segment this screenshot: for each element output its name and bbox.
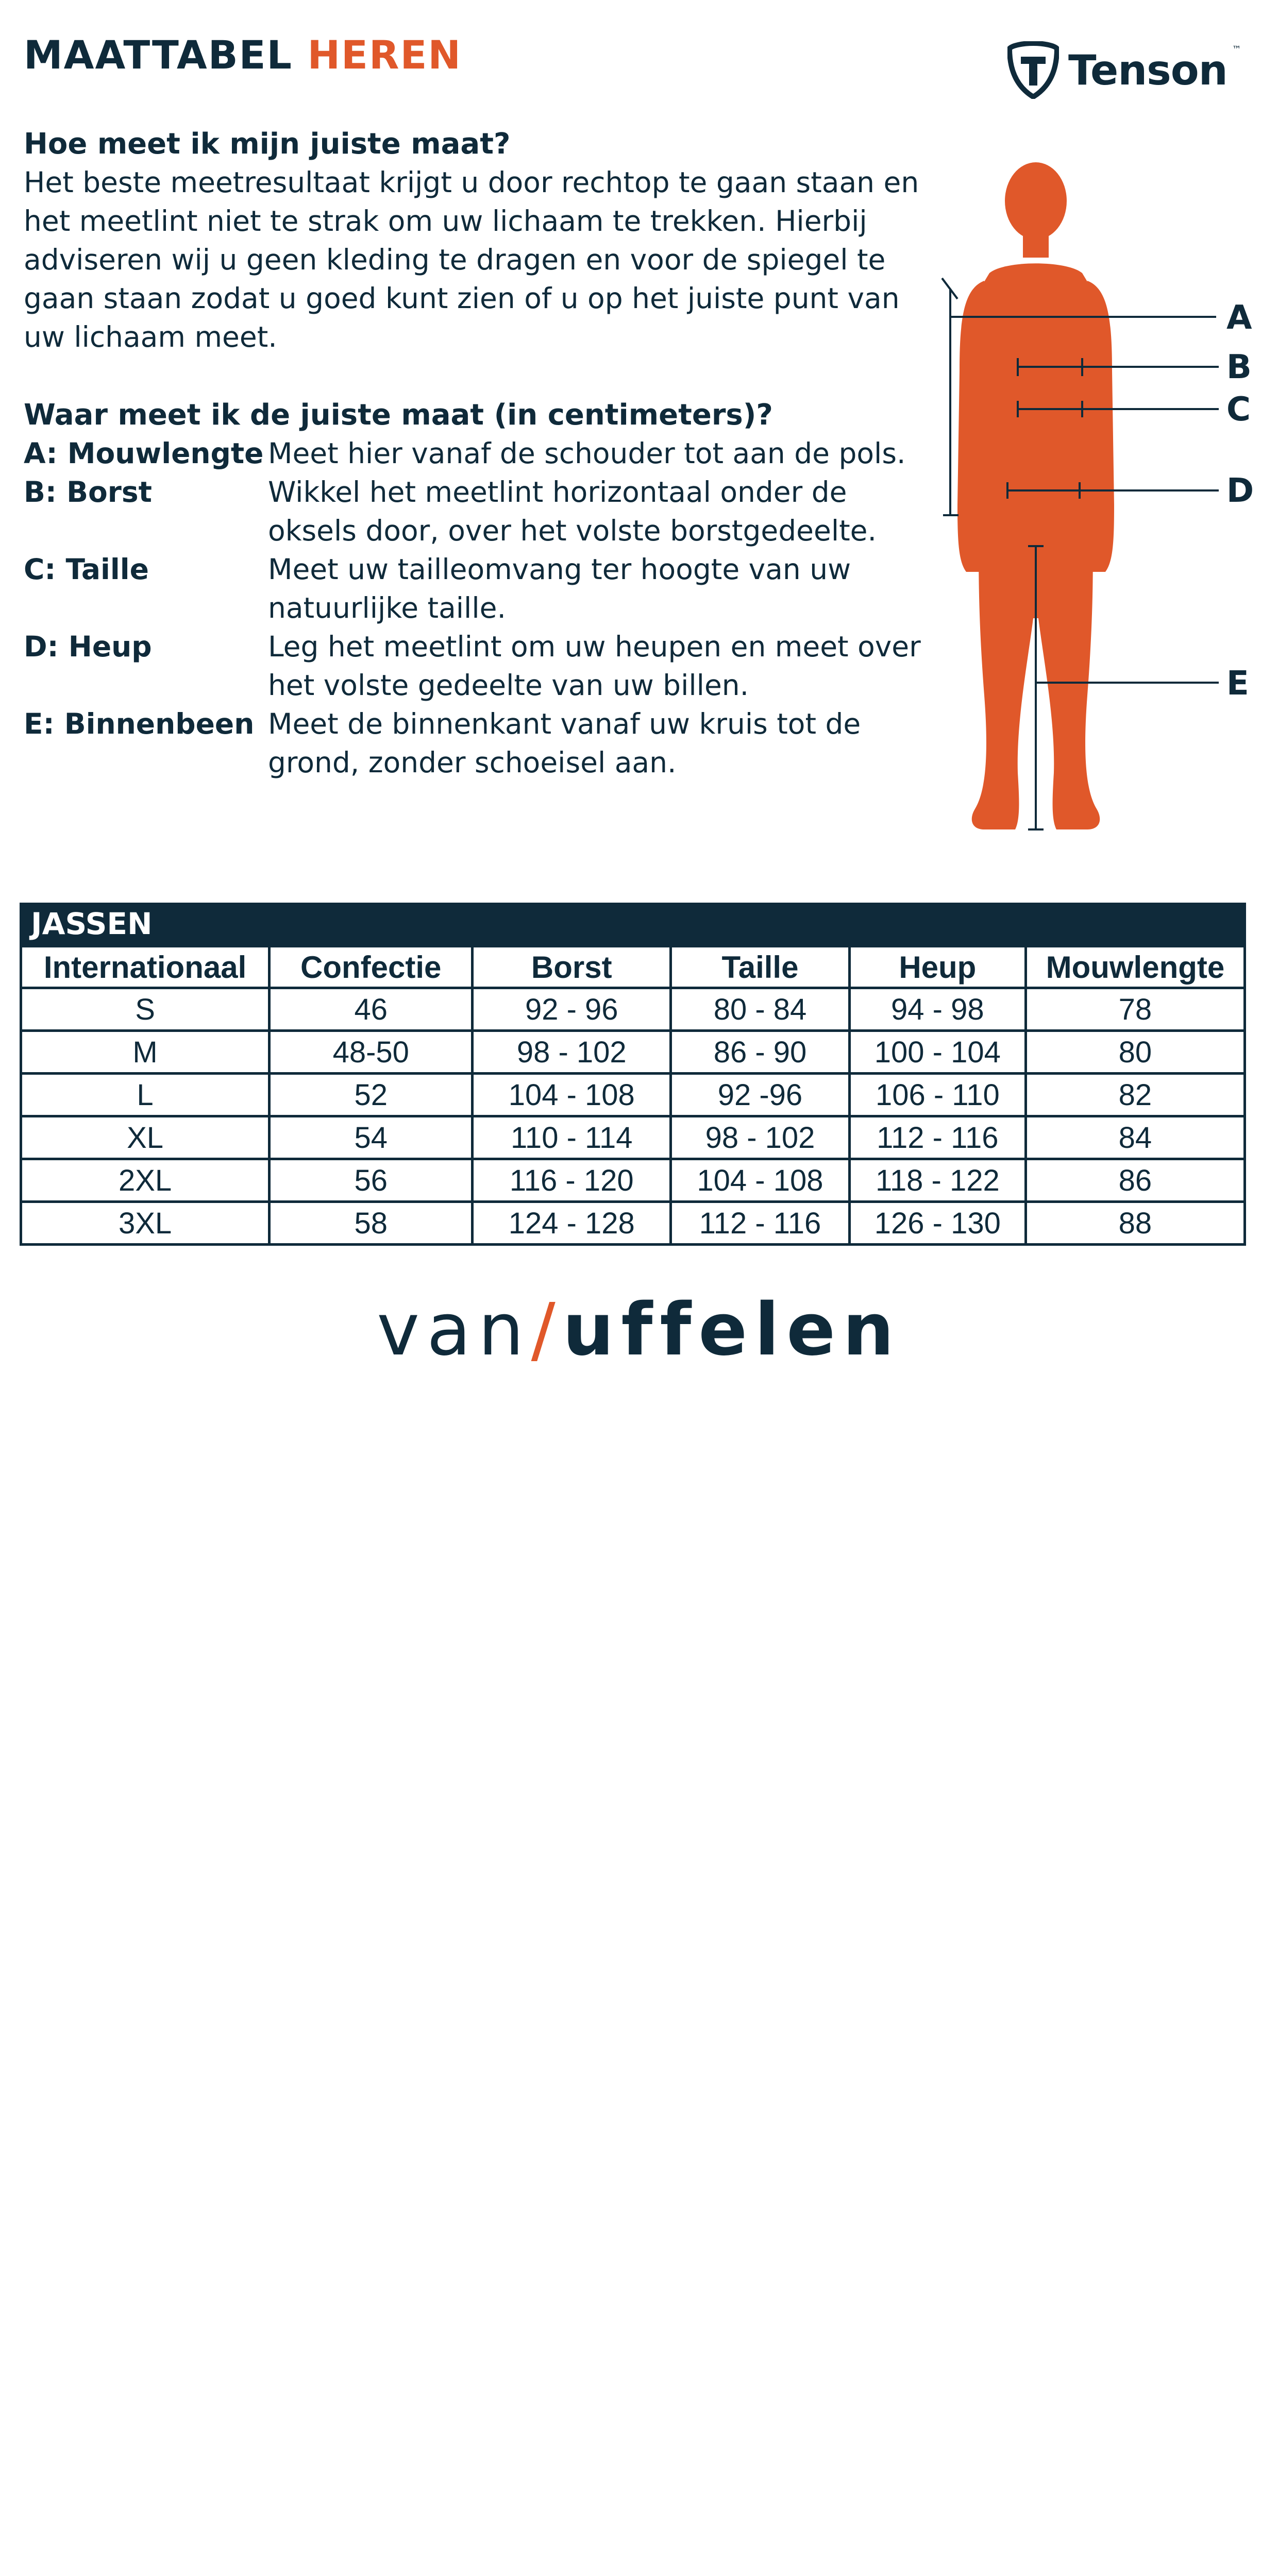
cell: 46 [270,988,473,1031]
logo-van: van [377,1288,531,1372]
cell: 56 [270,1159,473,1202]
cell: 54 [270,1116,473,1159]
definition-list [24,434,951,782]
term-mouwlengte: A: Mouwlengte [24,437,264,470]
table-row [21,988,1245,1031]
desc-binnenbeen: Meet de binnenkant vanaf uw kruis tot de grond, zonder schoeisel aan. [268,707,861,779]
cell: 100 - 104 [849,1031,1025,1074]
cell: 92 - 96 [473,988,671,1031]
size-table-section [20,903,1246,1246]
cell: 3XL [21,1202,270,1245]
intro-heading: Hoe meet ik mijn juiste maat? [24,127,511,161]
cell: 112 - 116 [671,1202,850,1245]
brand-wordmark: Tenson [1068,46,1227,94]
table-header-row [21,946,1245,988]
label-a: A [1226,299,1252,337]
measure-section [24,396,951,782]
cell: 112 - 116 [849,1116,1025,1159]
cell: 78 [1025,988,1245,1031]
definition-row-c [24,550,951,628]
cell: 118 - 122 [849,1159,1025,1202]
cell: 80 - 84 [671,988,850,1031]
term-taille: C: Taille [24,553,149,586]
label-e: E [1226,665,1249,703]
cell: 94 - 98 [849,988,1025,1031]
term-binnenbeen: E: Binnenbeen [24,707,255,740]
cell: XL [21,1116,270,1159]
cell: 86 [1025,1159,1245,1202]
header-taille: Taille [671,946,850,988]
desc-taille: Meet uw tailleomvang ter hoogte van uw natuurlijke taille. [268,553,851,624]
cell: 110 - 114 [473,1116,671,1159]
cell: 92 -96 [671,1074,850,1116]
desc-borst: Wikkel het meetlint horizontaal onder de oksels door, over het volste borstgedeelte. [268,476,877,547]
intro-text: Het beste meetresultaat krijgt u door rechtop te gaan staan en het meetlint niet te strak om uw lichaam te trekken. Hierbij adviseren wij u geen kleding te dragen en voor de spiegel te gaan staan zodat u goed kunt zien of u op het juiste punt van uw lichaam meet. [24,166,919,353]
cell: 126 - 130 [849,1202,1025,1245]
cell: 2XL [21,1159,270,1202]
size-table [20,945,1246,1246]
label-c: C [1226,391,1251,429]
brand-name [1068,44,1241,94]
term-borst: B: Borst [24,476,152,509]
logo-uffelen: uffelen [562,1288,901,1372]
cell: 82 [1025,1074,1245,1116]
label-d: D [1226,472,1254,510]
header-confectie: Confectie [270,946,473,988]
body-measurement-figure [928,155,1268,871]
cell: 86 - 90 [671,1031,850,1074]
definition-row-d [24,628,951,705]
cell: 124 - 128 [473,1202,671,1245]
logo-slash: / [531,1288,563,1372]
cell: 88 [1025,1202,1245,1245]
cell: 48-50 [270,1031,473,1074]
tenson-shield-icon [1007,41,1059,99]
header-borst: Borst [473,946,671,988]
cell: 104 - 108 [473,1074,671,1116]
table-row [21,1116,1245,1159]
desc-heup: Leg het meetlint om uw heupen en meet over het volste gedeelte van uw billen. [268,630,921,702]
cell: 98 - 102 [473,1031,671,1074]
cell: 84 [1025,1116,1245,1159]
desc-mouwlengte: Meet hier vanaf de schouder tot aan de pols. [268,437,906,470]
cell: 80 [1025,1031,1245,1074]
cell: M [21,1031,270,1074]
definition-row-b [24,473,951,550]
cell: 52 [270,1074,473,1116]
cell: S [21,988,270,1031]
cell: 116 - 120 [473,1159,671,1202]
definition-row-a [24,434,951,473]
cell: 98 - 102 [671,1116,850,1159]
cell: L [21,1074,270,1116]
page-title [24,32,462,78]
table-row [21,1031,1245,1074]
brand-trademark: ™ [1232,44,1241,55]
title-main: MAATTABEL [24,32,293,78]
title-accent: HEREN [307,32,462,78]
tenson-logo [1007,41,1241,99]
definition-row-e [24,705,951,782]
cell: 106 - 110 [849,1074,1025,1116]
cell: 58 [270,1202,473,1245]
header-internationaal: Internationaal [21,946,270,988]
measure-heading: Waar meet ik de juiste maat (in centimeters)? [24,398,773,432]
table-row [21,1159,1245,1202]
table-row [21,1202,1245,1245]
header-heup: Heup [849,946,1025,988]
table-title: JASSEN [20,903,1246,945]
label-b: B [1226,348,1252,386]
term-heup: D: Heup [24,630,152,663]
table-row [21,1074,1245,1116]
header-mouwlengte: Mouwlengte [1025,946,1245,988]
van-uffelen-logo [0,1288,1278,1372]
intro-section [24,125,946,357]
cell: 104 - 108 [671,1159,850,1202]
